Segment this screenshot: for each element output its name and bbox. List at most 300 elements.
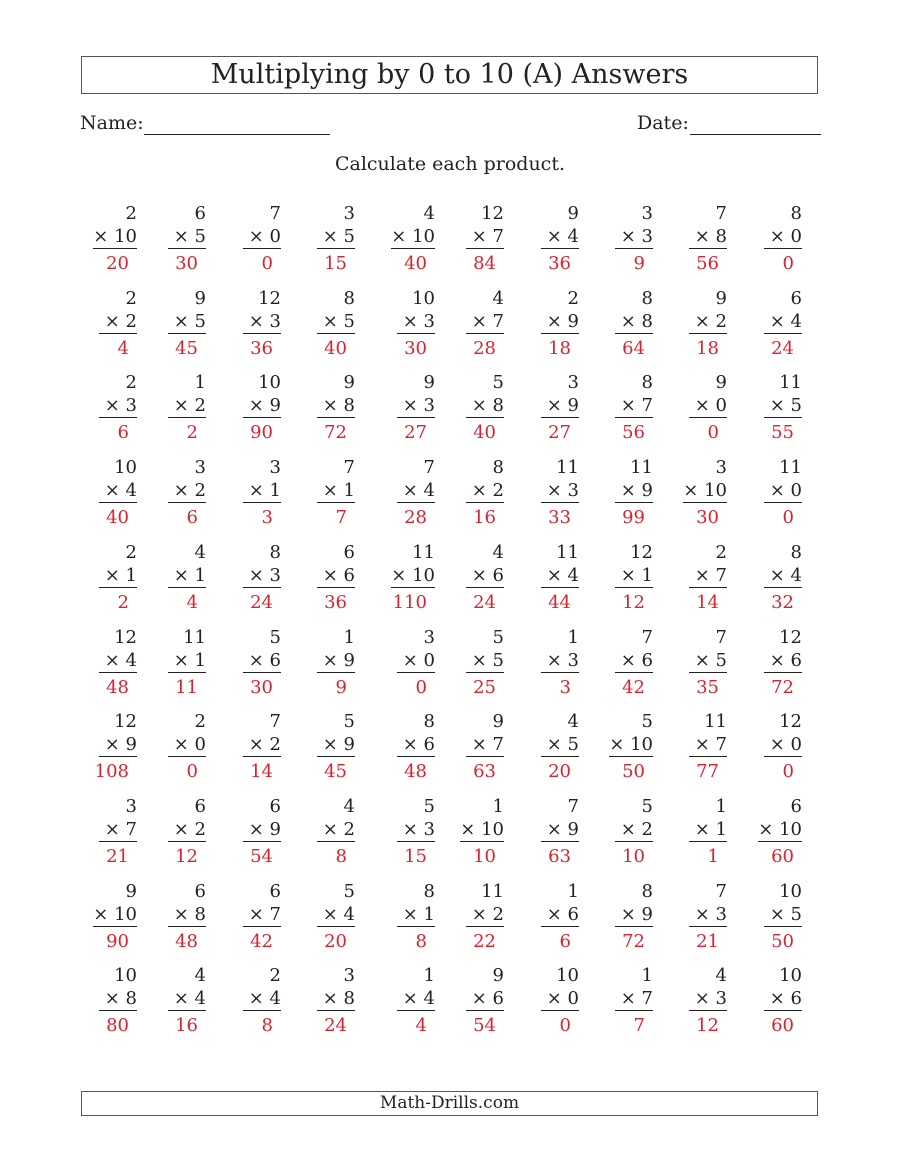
- multiplier-row: [541, 649, 579, 673]
- times-sign: ×: [93, 904, 115, 925]
- multiplier: 0: [790, 226, 802, 247]
- times-sign: ×: [471, 650, 493, 671]
- multiplier-row: [99, 649, 137, 673]
- multiplier-row: [764, 649, 802, 673]
- multiplicand: 3: [194, 457, 206, 478]
- multiplier-row: [99, 564, 137, 588]
- answer: 8: [415, 931, 427, 952]
- multiplicand: 8: [641, 881, 653, 902]
- problem: [657, 202, 727, 277]
- times-sign: ×: [248, 395, 270, 416]
- answer: 2: [117, 592, 129, 613]
- problem: [365, 795, 435, 870]
- problem: [657, 287, 727, 362]
- multiplier: 3: [715, 904, 727, 925]
- answer: 30: [404, 338, 427, 359]
- times-sign: ×: [322, 311, 344, 332]
- problem: [285, 456, 355, 531]
- multiplicand: 12: [630, 542, 653, 563]
- multiplier: 7: [641, 988, 653, 1009]
- multiplier-row: [764, 564, 802, 588]
- multiplier-row: [397, 394, 435, 418]
- multiplicand: 4: [715, 965, 727, 986]
- times-sign: ×: [248, 226, 270, 247]
- multiplier: 9: [343, 734, 355, 755]
- times-sign: ×: [620, 395, 642, 416]
- multiplier-row: [764, 310, 802, 334]
- problem: [211, 371, 281, 446]
- answer: 12: [175, 846, 198, 867]
- times-sign: ×: [173, 734, 195, 755]
- answer: 63: [548, 846, 571, 867]
- answer: 90: [250, 422, 273, 443]
- multiplier: 3: [269, 311, 281, 332]
- multiplicand: 12: [779, 711, 802, 732]
- multiplier-row: [466, 733, 504, 757]
- answer: 80: [106, 1015, 129, 1036]
- times-sign: ×: [769, 565, 791, 586]
- problem: [583, 795, 653, 870]
- multiplier-row: [168, 310, 206, 334]
- answer: 90: [106, 931, 129, 952]
- multiplier: 3: [567, 650, 579, 671]
- problem: [732, 541, 802, 616]
- problem: [136, 202, 206, 277]
- times-sign: ×: [546, 650, 568, 671]
- multiplicand: 11: [556, 457, 579, 478]
- multiplicand: 9: [343, 372, 355, 393]
- multiplier: 2: [343, 819, 355, 840]
- answer: 60: [771, 846, 794, 867]
- multiplier: 1: [423, 904, 435, 925]
- multiplier: 6: [790, 650, 802, 671]
- multiplier: 4: [194, 988, 206, 1009]
- multiplier-row: [758, 818, 802, 842]
- problem: [211, 287, 281, 362]
- multiplicand: 2: [125, 288, 137, 309]
- multiplier: 4: [790, 565, 802, 586]
- times-sign: ×: [694, 650, 716, 671]
- problem: [434, 964, 504, 1039]
- times-sign: ×: [546, 565, 568, 586]
- times-sign: ×: [173, 226, 195, 247]
- problem: [583, 541, 653, 616]
- multiplicand: 11: [779, 457, 802, 478]
- answer: 50: [622, 761, 645, 782]
- multiplier-row: [615, 818, 653, 842]
- multiplier-row: [615, 310, 653, 334]
- answer: 4: [415, 1015, 427, 1036]
- times-sign: ×: [402, 480, 424, 501]
- answer: 12: [622, 592, 645, 613]
- problem: [136, 880, 206, 955]
- answer: 20: [548, 761, 571, 782]
- multiplier-row: [168, 564, 206, 588]
- answer: 35: [696, 677, 719, 698]
- times-sign: ×: [694, 395, 716, 416]
- answer: 12: [696, 1015, 719, 1036]
- problem: [67, 964, 137, 1039]
- answer: 4: [186, 592, 198, 613]
- multiplier: 7: [492, 226, 504, 247]
- problem: [509, 880, 579, 955]
- multiplicand: 1: [423, 965, 435, 986]
- multiplier: 2: [194, 395, 206, 416]
- multiplier-row: [615, 649, 653, 673]
- multiplier: 6: [641, 650, 653, 671]
- problem: [285, 202, 355, 277]
- multiplicand: 12: [779, 627, 802, 648]
- multiplier: 10: [704, 480, 727, 501]
- times-sign: ×: [471, 904, 493, 925]
- answer: 24: [324, 1015, 347, 1036]
- multiplicand: 8: [423, 711, 435, 732]
- problem: [583, 880, 653, 955]
- problem: [211, 202, 281, 277]
- multiplier-row: [689, 818, 727, 842]
- multiplier: 6: [492, 988, 504, 1009]
- times-sign: ×: [694, 565, 716, 586]
- times-sign: ×: [402, 988, 424, 1009]
- times-sign: ×: [173, 311, 195, 332]
- multiplicand: 8: [343, 288, 355, 309]
- multiplier: 1: [269, 480, 281, 501]
- times-sign: ×: [769, 395, 791, 416]
- multiplier: 4: [125, 480, 137, 501]
- times-sign: ×: [322, 226, 344, 247]
- times-sign: ×: [173, 565, 195, 586]
- multiplicand: 11: [481, 881, 504, 902]
- multiplier: 4: [567, 226, 579, 247]
- problem: [211, 456, 281, 531]
- problem: [136, 541, 206, 616]
- multiplier: 5: [492, 650, 504, 671]
- answer: 64: [622, 338, 645, 359]
- multiplicand: 4: [492, 288, 504, 309]
- multiplier-row: [541, 733, 579, 757]
- problem: [365, 371, 435, 446]
- times-sign: ×: [402, 734, 424, 755]
- answer: 16: [473, 507, 496, 528]
- multiplicand: 9: [715, 372, 727, 393]
- multiplier: 4: [423, 480, 435, 501]
- answer: 108: [94, 761, 129, 782]
- problem: [67, 371, 137, 446]
- times-sign: ×: [173, 395, 195, 416]
- multiplicand: 5: [269, 627, 281, 648]
- multiplier-row: [317, 394, 355, 418]
- problem: [365, 880, 435, 955]
- problem: [365, 202, 435, 277]
- multiplier-row: [397, 310, 435, 334]
- multiplier-row: [243, 987, 281, 1011]
- multiplier: 3: [125, 395, 137, 416]
- answer: 72: [771, 677, 794, 698]
- answer: 21: [696, 931, 719, 952]
- multiplier: 6: [343, 565, 355, 586]
- date-label: Date:: [637, 112, 689, 134]
- answer: 0: [782, 253, 794, 274]
- times-sign: ×: [248, 819, 270, 840]
- answer: 15: [404, 846, 427, 867]
- multiplier-row: [391, 564, 435, 588]
- multiplier: 5: [194, 226, 206, 247]
- problem: [509, 964, 579, 1039]
- answer: 0: [415, 677, 427, 698]
- answer: 15: [324, 253, 347, 274]
- answer: 44: [548, 592, 571, 613]
- name-field-line[interactable]: [144, 134, 330, 135]
- problem: [136, 456, 206, 531]
- answer: 0: [782, 507, 794, 528]
- times-sign: ×: [93, 226, 115, 247]
- multiplicand: 3: [343, 965, 355, 986]
- answer: 28: [473, 338, 496, 359]
- answer: 18: [548, 338, 571, 359]
- problem: [285, 880, 355, 955]
- problem: [285, 541, 355, 616]
- multiplicand: 7: [343, 457, 355, 478]
- problem: [732, 202, 802, 277]
- problem: [136, 710, 206, 785]
- multiplier: 2: [641, 819, 653, 840]
- multiplier-row: [689, 564, 727, 588]
- multiplier-row: [615, 564, 653, 588]
- times-sign: ×: [769, 480, 791, 501]
- answer: 28: [404, 507, 427, 528]
- multiplicand: 8: [790, 203, 802, 224]
- multiplicand: 10: [779, 965, 802, 986]
- multiplicand: 3: [641, 203, 653, 224]
- problem: [67, 287, 137, 362]
- answer: 30: [250, 677, 273, 698]
- multiplier: 10: [481, 819, 504, 840]
- times-sign: ×: [694, 904, 716, 925]
- multiplicand: 9: [423, 372, 435, 393]
- multiplier-row: [317, 225, 355, 249]
- multiplier-row: [764, 394, 802, 418]
- problem: [365, 964, 435, 1039]
- problem: [583, 287, 653, 362]
- multiplicand: 4: [423, 203, 435, 224]
- date-field-line[interactable]: [690, 134, 821, 135]
- answer: 14: [250, 761, 273, 782]
- multiplier-row: [615, 225, 653, 249]
- times-sign: ×: [322, 395, 344, 416]
- multiplier-row: [615, 479, 653, 503]
- multiplicand: 12: [481, 203, 504, 224]
- times-sign: ×: [546, 819, 568, 840]
- multiplier: 3: [715, 988, 727, 1009]
- multiplier-row: [168, 225, 206, 249]
- multiplier-row: [168, 479, 206, 503]
- multiplicand: 8: [641, 288, 653, 309]
- multiplier-row: [764, 733, 802, 757]
- multiplicand: 1: [567, 627, 579, 648]
- multiplier-row: [689, 987, 727, 1011]
- multiplier: 1: [641, 565, 653, 586]
- answer: 24: [473, 592, 496, 613]
- multiplier: 3: [269, 565, 281, 586]
- multiplier-row: [99, 733, 137, 757]
- times-sign: ×: [322, 904, 344, 925]
- answer: 30: [696, 507, 719, 528]
- multiplier-row: [689, 394, 727, 418]
- answer: 36: [250, 338, 273, 359]
- times-sign: ×: [471, 565, 493, 586]
- multiplier-row: [93, 225, 137, 249]
- multiplier: 2: [194, 819, 206, 840]
- times-sign: ×: [322, 819, 344, 840]
- multiplier-row: [391, 225, 435, 249]
- times-sign: ×: [769, 650, 791, 671]
- multiplier-row: [397, 818, 435, 842]
- multiplicand: 11: [779, 372, 802, 393]
- multiplier: 2: [715, 311, 727, 332]
- multiplicand: 11: [630, 457, 653, 478]
- multiplicand: 9: [492, 965, 504, 986]
- times-sign: ×: [769, 226, 791, 247]
- problem: [583, 710, 653, 785]
- multiplier-row: [243, 564, 281, 588]
- times-sign: ×: [322, 480, 344, 501]
- multiplier: 5: [790, 395, 802, 416]
- problem: [657, 795, 727, 870]
- answer: 3: [559, 677, 571, 698]
- problem: [67, 202, 137, 277]
- multiplier: 2: [492, 904, 504, 925]
- problem: [732, 626, 802, 701]
- times-sign: ×: [471, 734, 493, 755]
- times-sign: ×: [546, 904, 568, 925]
- multiplicand: 12: [258, 288, 281, 309]
- multiplier-row: [764, 225, 802, 249]
- multiplier-row: [93, 903, 137, 927]
- multiplier-row: [541, 225, 579, 249]
- problem: [285, 371, 355, 446]
- multiplicand: 11: [412, 542, 435, 563]
- problem: [67, 626, 137, 701]
- answer: 0: [559, 1015, 571, 1036]
- problem: [211, 710, 281, 785]
- problem: [67, 880, 137, 955]
- answer: 77: [696, 761, 719, 782]
- multiplier-row: [168, 649, 206, 673]
- answer: 27: [548, 422, 571, 443]
- multiplicand: 12: [114, 627, 137, 648]
- times-sign: ×: [694, 311, 716, 332]
- times-sign: ×: [173, 904, 195, 925]
- problem: [657, 964, 727, 1039]
- problem: [67, 456, 137, 531]
- multiplicand: 6: [790, 796, 802, 817]
- multiplier: 2: [492, 480, 504, 501]
- multiplier: 0: [790, 480, 802, 501]
- multiplier-row: [243, 479, 281, 503]
- problem: [365, 710, 435, 785]
- multiplicand: 2: [269, 965, 281, 986]
- multiplier-row: [397, 479, 435, 503]
- problem: [583, 371, 653, 446]
- times-sign: ×: [248, 480, 270, 501]
- times-sign: ×: [248, 650, 270, 671]
- multiplicand: 2: [125, 203, 137, 224]
- multiplicand: 5: [641, 711, 653, 732]
- times-sign: ×: [769, 311, 791, 332]
- problem: [211, 541, 281, 616]
- times-sign: ×: [104, 565, 126, 586]
- multiplicand: 3: [715, 457, 727, 478]
- answer: 56: [622, 422, 645, 443]
- multiplier: 9: [641, 904, 653, 925]
- multiplicand: 3: [125, 796, 137, 817]
- problem: [657, 880, 727, 955]
- multiplier: 5: [343, 226, 355, 247]
- times-sign: ×: [104, 395, 126, 416]
- answer: 3: [261, 507, 273, 528]
- multiplier-row: [541, 394, 579, 418]
- multiplier: 5: [343, 311, 355, 332]
- problem: [136, 371, 206, 446]
- answer: 8: [335, 846, 347, 867]
- multiplicand: 2: [715, 542, 727, 563]
- times-sign: ×: [694, 734, 716, 755]
- multiplier: 1: [194, 565, 206, 586]
- problem: [509, 371, 579, 446]
- times-sign: ×: [173, 650, 195, 671]
- multiplier-row: [615, 903, 653, 927]
- problem: [136, 287, 206, 362]
- multiplier-row: [541, 564, 579, 588]
- multiplier: 9: [269, 395, 281, 416]
- multiplier-row: [317, 733, 355, 757]
- answer: 9: [335, 677, 347, 698]
- multiplicand: 6: [269, 881, 281, 902]
- multiplier-row: [243, 225, 281, 249]
- multiplicand: 6: [194, 881, 206, 902]
- multiplicand: 5: [492, 627, 504, 648]
- multiplier-row: [689, 310, 727, 334]
- multiplier: 9: [269, 819, 281, 840]
- multiplier-row: [764, 903, 802, 927]
- problem: [211, 795, 281, 870]
- multiplicand: 4: [194, 965, 206, 986]
- multiplier: 8: [343, 395, 355, 416]
- multiplicand: 11: [183, 627, 206, 648]
- multiplicand: 6: [269, 796, 281, 817]
- multiplicand: 10: [556, 965, 579, 986]
- problem: [434, 626, 504, 701]
- answer: 72: [622, 931, 645, 952]
- multiplier: 10: [114, 226, 137, 247]
- times-sign: ×: [248, 988, 270, 1009]
- times-sign: ×: [248, 311, 270, 332]
- multiplier: 9: [567, 395, 579, 416]
- multiplier: 6: [790, 988, 802, 1009]
- multiplicand: 7: [269, 203, 281, 224]
- name-label: Name:: [80, 112, 144, 134]
- multiplier: 2: [269, 734, 281, 755]
- problem: [509, 710, 579, 785]
- answer: 7: [633, 1015, 645, 1036]
- multiplicand: 6: [194, 796, 206, 817]
- answer: 6: [117, 422, 129, 443]
- multiplier: 9: [343, 650, 355, 671]
- problem: [67, 795, 137, 870]
- multiplicand: 5: [343, 881, 355, 902]
- times-sign: ×: [769, 904, 791, 925]
- times-sign: ×: [104, 988, 126, 1009]
